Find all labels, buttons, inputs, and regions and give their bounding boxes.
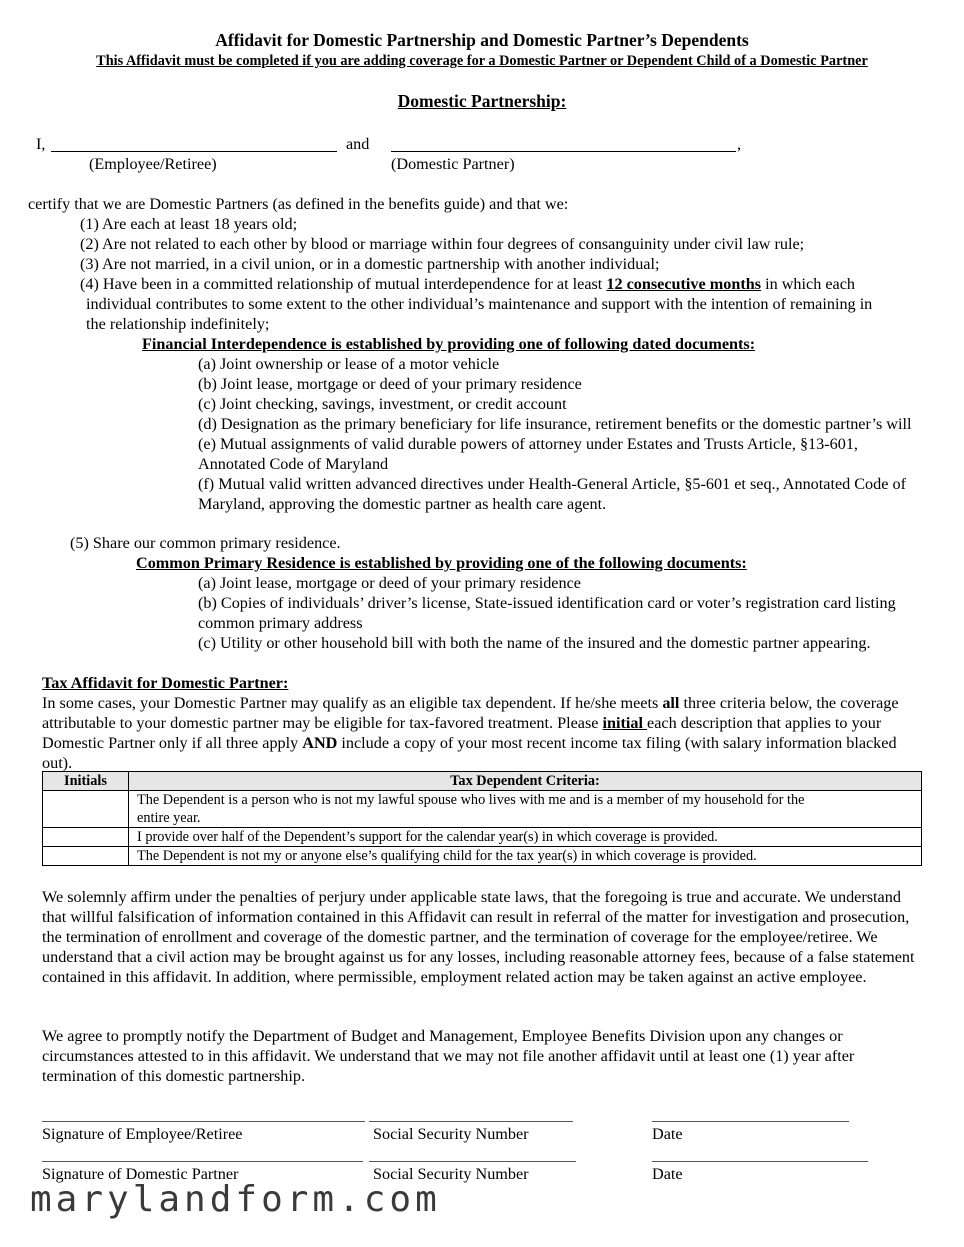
form-title: Affidavit for Domestic Partnership and Domestic Partner’s Dependents: [215, 30, 749, 50]
employee-signature-label: Signature of Employee/Retiree: [42, 1125, 243, 1143]
twelve-months: 12 consecutive months: [606, 275, 762, 293]
site-watermark: marylandform.com: [30, 1179, 441, 1220]
requirement-4: (4) Have been in a committed relationship of mutual interdependence for at least 12 consecutive months in which each: [80, 275, 855, 293]
requirement-1: (1) Are each at least 18 years old;: [80, 215, 298, 233]
requirement-2: (2) Are not related to each other by blood or marriage within four degrees of consanguinity under civil law rule;: [80, 235, 805, 253]
tax-criteria-table: [42, 771, 922, 866]
tax-paragraph: In some cases, your Domestic Partner may qualify as an eligible tax dependent. If he/she meets all three criteria below, the coverage attributable to your domestic partner may be eligible for tax-favored treatment. Please initial each description that applies to your Domestic Partner only if all three apply AND include a copy of your most recent income tax filing (with salary information blacked out).: [42, 694, 899, 772]
table-row: [43, 847, 922, 866]
partner-signature-label: Signature of Domestic Partner: [42, 1165, 239, 1183]
employee-signature-field[interactable]: [42, 1121, 365, 1122]
comma: ,: [737, 135, 742, 153]
partner-signature-field[interactable]: [42, 1161, 363, 1162]
employee-caption: (Employee/Retiree): [89, 155, 217, 173]
financial-doc-b: (b) Joint lease, mortgage or deed of your primary residence: [198, 375, 582, 393]
partner-name-field[interactable]: [391, 151, 736, 152]
financial-docs: [198, 354, 918, 514]
requirement-5: (5) Share our common primary residence.: [70, 534, 341, 552]
requirement-3: (3) Are not married, in a civil union, or in a domestic partnership with another individual;: [80, 255, 660, 273]
form-subtitle: This Affidavit must be completed if you are adding coverage for a Domestic Partner or Dependent Child of a Domestic Partner: [96, 53, 868, 69]
employee-ssn-field[interactable]: [369, 1121, 573, 1122]
notify-paragraph: We agree to promptly notify the Department of Budget and Management, Employee Benefits Division upon any changes or circumstances attested to in this affidavit. We understand that we may not file another affidavit until at least one (1) year after termination of this domestic partnership.: [42, 1027, 855, 1085]
partner-date-label: Date: [652, 1165, 683, 1183]
partner-date-field[interactable]: [652, 1161, 868, 1162]
financial-doc-f: (f) Mutual valid written advanced directives under Health-General Article, §5-601 et seq., Annotated Code of Maryland, approving the domestic partner as health care agent.: [198, 475, 906, 513]
employee-name-field[interactable]: [51, 151, 337, 152]
partner-ssn-label: Social Security Number: [373, 1165, 529, 1183]
criteria-cell-3: The Dependent is not my or anyone else’s qualifying child for the tax year(s) in which coverage is provided.: [129, 847, 922, 866]
financial-doc-e: (e) Mutual assignments of valid durable powers of attorney under Estates and Trusts Article, §13-601, Annotated Code of Maryland: [198, 435, 858, 473]
employee-date-label: Date: [652, 1125, 683, 1143]
and-label: and: [346, 135, 370, 153]
criteria-cell-1: The Dependent is a person who is not my lawful spouse who lives with me and is a member of my household for the entire year.: [129, 791, 922, 828]
residence-doc-b: (b) Copies of individuals’ driver’s license, State-issued identification card or voter’s registration card listing common primary address: [198, 594, 896, 632]
initials-cell-1[interactable]: [43, 791, 129, 828]
affirm-paragraph: We solemnly affirm under the penalties of perjury under applicable state laws, that the foregoing is true and accurate. We understand that willful falsification of information contained in this Affidavit can result in referral of the matter for investigation and prosecution, the termination of enrollment and coverage of the domestic partner, and the termination of coverage for the employee/retiree. We understand that a civil action may be brought against us for any losses, including reasonable attorney fees, because of a false statement contained in this affidavit. In addition, where permissible, employment related action may be taken against an active employee.: [42, 888, 915, 986]
requirement-4-line3: the relationship indefinitely;: [86, 315, 270, 333]
employee-date-field[interactable]: [652, 1121, 849, 1122]
domestic-partnership-heading: Domestic Partnership:: [397, 91, 567, 111]
table-row: [43, 828, 922, 847]
initials-cell-2[interactable]: [43, 828, 129, 847]
employee-ssn-label: Social Security Number: [373, 1125, 529, 1143]
partner-caption: (Domestic Partner): [391, 155, 515, 173]
financial-doc-a: (a) Joint ownership or lease of a motor vehicle: [198, 355, 500, 373]
initials-header: Initials: [43, 772, 129, 791]
certify-text: certify that we are Domestic Partners (as defined in the benefits guide) and that we:: [28, 195, 569, 213]
criteria-header: Tax Dependent Criteria:: [129, 772, 922, 791]
i-label: I,: [36, 135, 46, 153]
table-row: [43, 791, 922, 828]
residence-heading: Common Primary Residence is established by providing one of the following documents:: [136, 554, 747, 572]
residence-docs: [198, 573, 928, 653]
financial-doc-d: (d) Designation as the primary beneficiary for life insurance, retirement benefits or the domestic partner’s will: [198, 415, 912, 433]
criteria-cell-2: I provide over half of the Dependent’s support for the calendar year(s) in which coverage is provided.: [129, 828, 922, 847]
requirement-4-line2: individual contributes to some extent to the other individual’s maintenance and support with the intention of remaining in: [86, 295, 873, 313]
partner-ssn-field[interactable]: [369, 1161, 576, 1162]
financial-doc-c: (c) Joint checking, savings, investment, or credit account: [198, 395, 567, 413]
tax-heading: Tax Affidavit for Domestic Partner:: [42, 674, 289, 692]
initials-cell-3[interactable]: [43, 847, 129, 866]
financial-heading: Financial Interdependence is established by providing one of following dated documents:: [142, 335, 756, 353]
residence-doc-a: (a) Joint lease, mortgage or deed of your primary residence: [198, 574, 581, 592]
residence-doc-c: (c) Utility or other household bill with both the name of the insured and the domestic partner appearing.: [198, 634, 871, 652]
table-header-row: [43, 772, 922, 791]
